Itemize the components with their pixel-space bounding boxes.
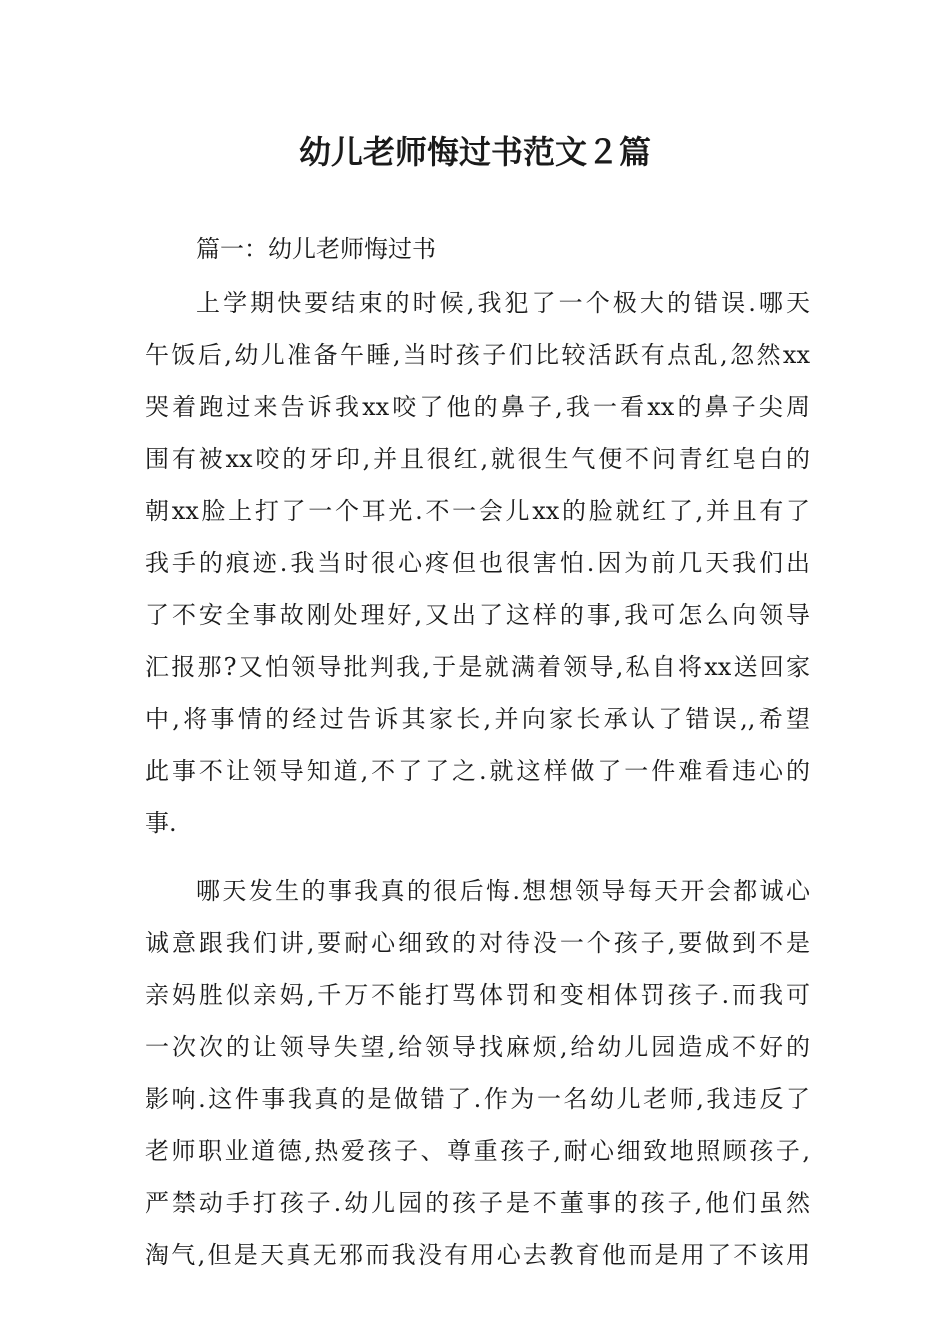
paragraph-line: 一次次的让领导失望,给领导找麻烦,给幼儿园造成不好的 <box>145 1033 810 1061</box>
paragraph-line: 中,将事情的经过告诉其家长,并向家长承认了错误,,希望 <box>145 705 810 733</box>
paragraph-line: 我手的痕迹.我当时很心疼但也很害怕.因为前几天我们出 <box>145 549 810 577</box>
paragraph-line: 哭着跑过来告诉我xx咬了他的鼻子,我一看xx的鼻子尖周 <box>145 393 810 421</box>
paragraph-line: 影响.这件事我真的是做错了.作为一名幼儿老师,我违反了 <box>145 1085 810 1113</box>
paragraph-line: 诚意跟我们讲,要耐心细致的对待没一个孩子,要做到不是 <box>145 929 810 957</box>
document-title: 幼儿老师悔过书范文２篇 <box>298 133 651 171</box>
paragraph-line: 了不安全事故刚处理好,又出了这样的事,我可怎么向领导 <box>145 601 810 629</box>
paragraph-line: 朝xx脸上打了一个耳光.不一会儿xx的脸就红了,并且有了 <box>145 497 810 525</box>
paragraph-line: 哪天发生的事我真的很后悔.想想领导每天开会都诚心 <box>196 877 810 905</box>
paragraph-line: 亲妈胜似亲妈,千万不能打骂体罚和变相体罚孩子.而我可 <box>145 981 810 1009</box>
paragraph-line: 此事不让领导知道,不了了之.就这样做了一件难看违心的 <box>145 757 810 785</box>
paragraph-line: 围有被xx咬的牙印,并且很红,就很生气便不问青红皂白的 <box>145 445 810 473</box>
section-heading: 篇一：幼儿老师悔过书 <box>196 235 436 263</box>
paragraph-line: 老师职业道德,热爱孩子、尊重孩子,耐心细致地照顾孩子, <box>145 1137 810 1165</box>
paragraph-line: 汇报那?又怕领导批判我,于是就满着领导,私自将xx送回家 <box>145 653 810 681</box>
paragraph-line: 淘气,但是天真无邪而我没有用心去教育他而是用了不该用 <box>145 1241 810 1269</box>
paragraph-line: 上学期快要结束的时候,我犯了一个极大的错误.哪天 <box>196 289 810 317</box>
paragraph-line: 事. <box>145 809 177 837</box>
paragraph-line: 午饭后,幼儿准备午睡,当时孩子们比较活跃有点乱,忽然xx <box>145 341 810 369</box>
paragraph-line: 严禁动手打孩子.幼儿园的孩子是不董事的孩子,他们虽然 <box>145 1189 810 1217</box>
